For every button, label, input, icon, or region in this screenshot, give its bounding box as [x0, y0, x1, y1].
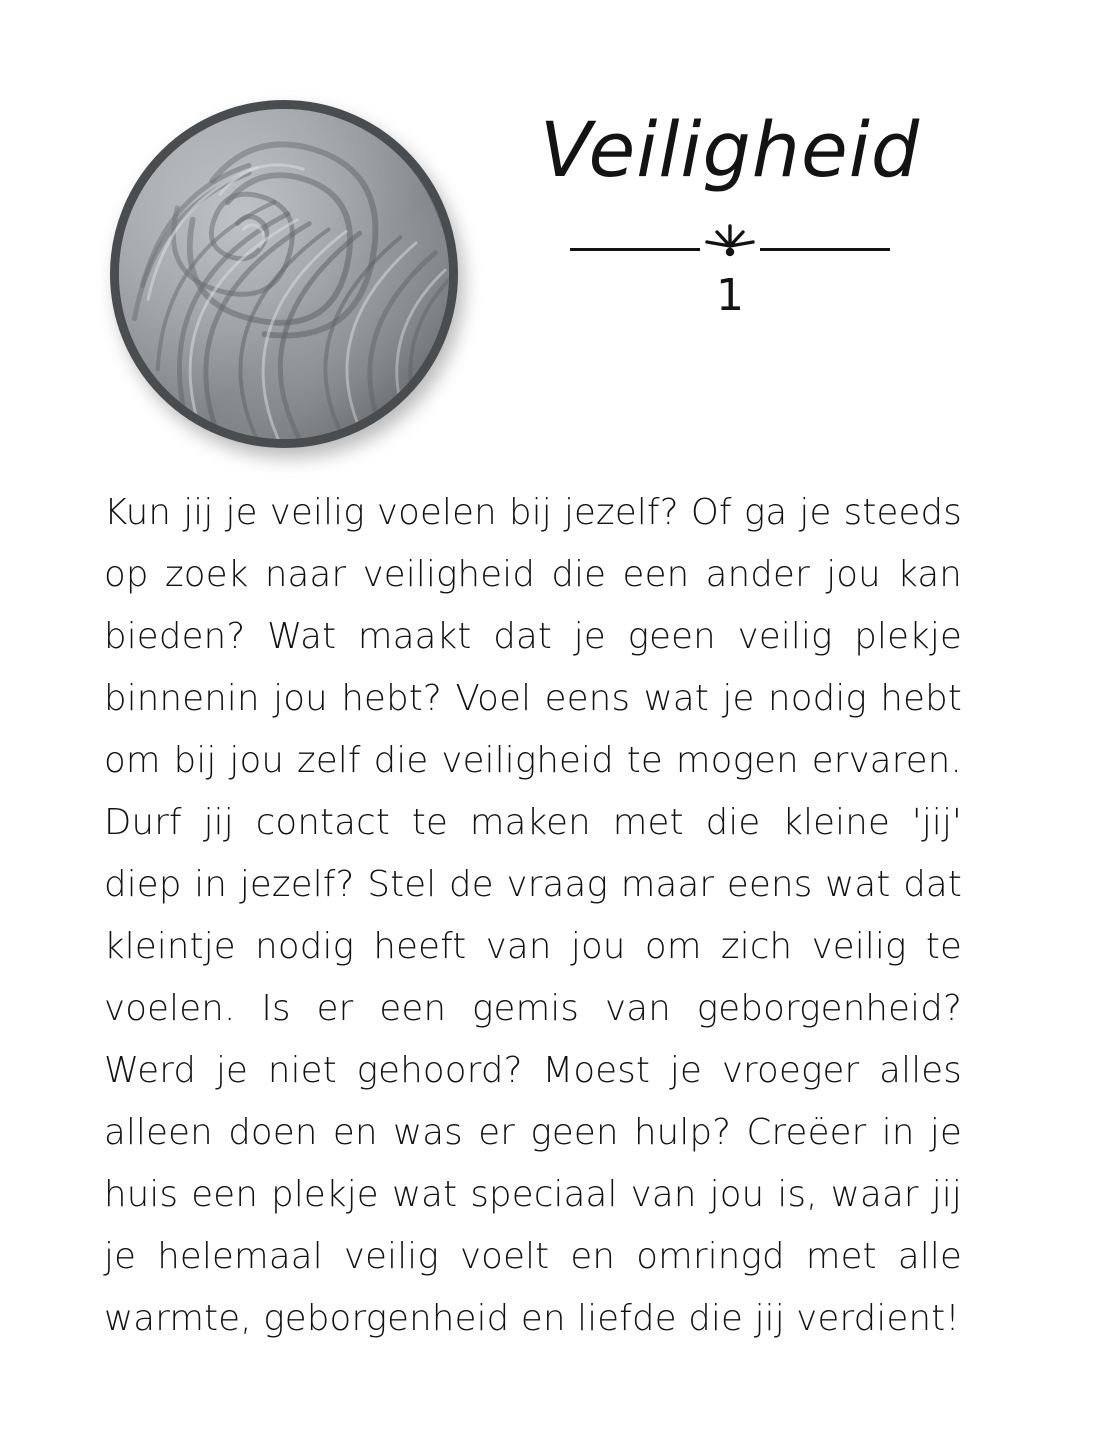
spiral-wood-grain-illustration [110, 100, 458, 448]
page-title: Veiligheid [539, 105, 921, 194]
divider-rule-right [760, 248, 890, 251]
section-number: 1 [716, 269, 744, 321]
divider-ornament [570, 224, 890, 264]
title-block [500, 105, 960, 321]
page-header [0, 0, 1098, 470]
divider-rule-left [570, 248, 700, 251]
body-text [104, 482, 962, 1350]
sunburst-ornament-icon [695, 224, 765, 266]
body-paragraph: Kun jij je veilig voelen bij jezelf? Of ga je steeds op zoek naar veiligheid die een ander jou kan bieden? Wat maakt dat je geen veilig plekje binnenin jou hebt? Voel eens wat je nodig hebt om bij jou zelf die veiligheid te mogen ervaren. Durf jij contact te maken met die kleine 'jij' diep in jezelf? Stel de vraag maar eens wat dat kleintje nodig heeft van jou om zich veilig te voelen. Is er een gemis van geborgenheid? Werd je niet gehoord? Moest je vroeger alles alleen doen en was er geen hulp? Creëer in je huis een plekje wat speciaal van jou is, waar jij je helemaal veilig voelt en omringd met alle warmte, geborgenheid en liefde die jij verdient! [104, 492, 962, 1339]
medallion-illustration [110, 100, 458, 448]
